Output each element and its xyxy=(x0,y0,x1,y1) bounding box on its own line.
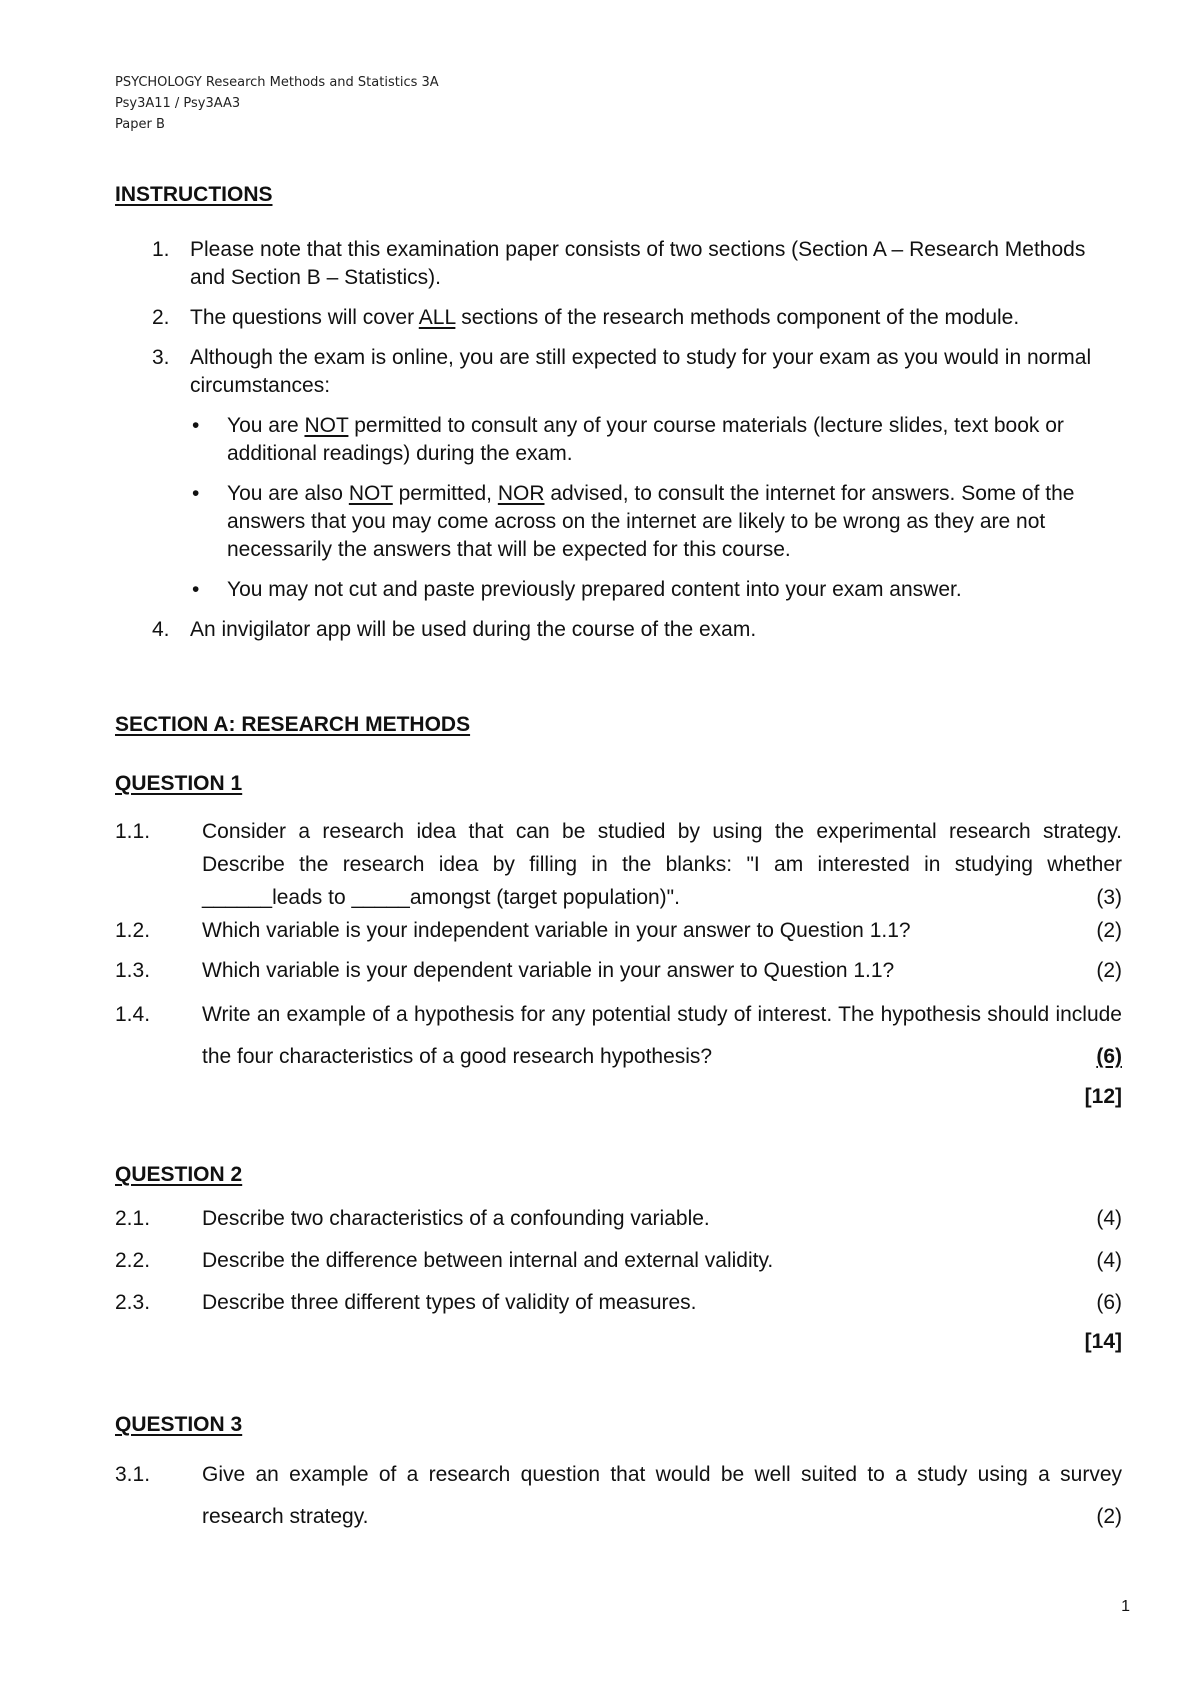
emphasis: ALL xyxy=(418,306,456,329)
marks: (3) xyxy=(1096,886,1122,909)
instructions-list xyxy=(115,236,1115,656)
question-item: 2.3. Describe three different types of validity of measures. (6) xyxy=(115,1288,1122,1318)
page-number: 1 xyxy=(1121,1598,1130,1615)
marks: (6) xyxy=(1096,1291,1122,1314)
course-code: Psy3A11 / Psy3AA3 xyxy=(115,96,241,111)
question-3-heading: QUESTION 3 xyxy=(115,1413,243,1436)
bullet-icon: • xyxy=(192,482,200,505)
instruction-item: 4. An invigilator app will be used during the course of the exam. xyxy=(152,618,757,641)
instruction-bullet: • You are also NOT permitted, NOR advised, to consult the internet for answers. Some of the answers that you may come across on the internet are likely to be wrong as they are not necessarily the answers that will be expected for this course. xyxy=(192,482,1075,561)
question-item: 1.3. Which variable is your dependent variable in your answer to Question 1.1? (2) xyxy=(115,954,1122,987)
marks: (2) xyxy=(1096,919,1122,942)
question-1-heading: QUESTION 1 xyxy=(115,772,243,795)
document-header xyxy=(115,72,439,135)
question-item: 2.1. Describe two characteristics of a confounding variable. (4) xyxy=(115,1204,1122,1234)
marks: (6) xyxy=(1096,1045,1122,1068)
emphasis: NOT xyxy=(304,414,349,437)
emphasis: NOR xyxy=(497,482,545,505)
question-1-items xyxy=(115,815,1122,1078)
question-2-items xyxy=(115,1204,1122,1318)
question-item: 3.1. Give an example of a research question that would be well suited to a study using a survey research strategy. (2) xyxy=(115,1454,1122,1538)
question-2-total: [14] xyxy=(1084,1330,1122,1353)
bullet-icon: • xyxy=(192,414,200,437)
marks: (4) xyxy=(1096,1249,1122,1272)
emphasis: NOT xyxy=(348,482,393,505)
question-1-total: [12] xyxy=(1084,1085,1122,1108)
instructions-heading: INSTRUCTIONS xyxy=(115,183,273,206)
question-item: 2.2. Describe the difference between internal and external validity. (4) xyxy=(115,1246,1122,1276)
instruction-item: 2. The questions will cover ALL sections of the research methods component of the module. xyxy=(152,306,1020,329)
instruction-bullet: • You are NOT permitted to consult any of your course materials (lecture slides, text book or additional readings) during the exam. xyxy=(192,414,1064,465)
instruction-item: 3. Although the exam is online, you are still expected to study for your exam as you would in normal circumstances: xyxy=(152,346,1092,397)
marks: (2) xyxy=(1096,959,1122,982)
question-3-items xyxy=(115,1454,1122,1538)
question-item: 1.4. Write an example of a hypothesis for any potential study of interest. The hypothesis should include the four characteristics of a good research hypothesis? (6) xyxy=(115,994,1122,1078)
bullet-icon: • xyxy=(192,578,200,601)
course-title: PSYCHOLOGY Research Methods and Statistics 3A xyxy=(115,75,439,90)
marks: (4) xyxy=(1096,1207,1122,1230)
question-2-heading: QUESTION 2 xyxy=(115,1163,243,1186)
marks: (2) xyxy=(1096,1505,1122,1528)
question-item: 1.2. Which variable is your independent variable in your answer to Question 1.1? (2) xyxy=(115,914,1122,947)
paper-label: Paper B xyxy=(115,117,165,132)
question-item: 1.1. Consider a research idea that can be studied by using the experimental research strategy. Describe the research idea by filling in the blanks: "I am interested in studying whether ______leads to _____amongst (target population)". (3) xyxy=(115,815,1122,914)
section-a-heading: SECTION A: RESEARCH METHODS xyxy=(115,713,471,736)
instruction-item: 1. Please note that this examination paper consists of two sections (Section A – Research Methods and Section B – Statistics). xyxy=(152,238,1086,289)
instruction-bullet: • You may not cut and paste previously prepared content into your exam answer. xyxy=(115,576,1115,604)
